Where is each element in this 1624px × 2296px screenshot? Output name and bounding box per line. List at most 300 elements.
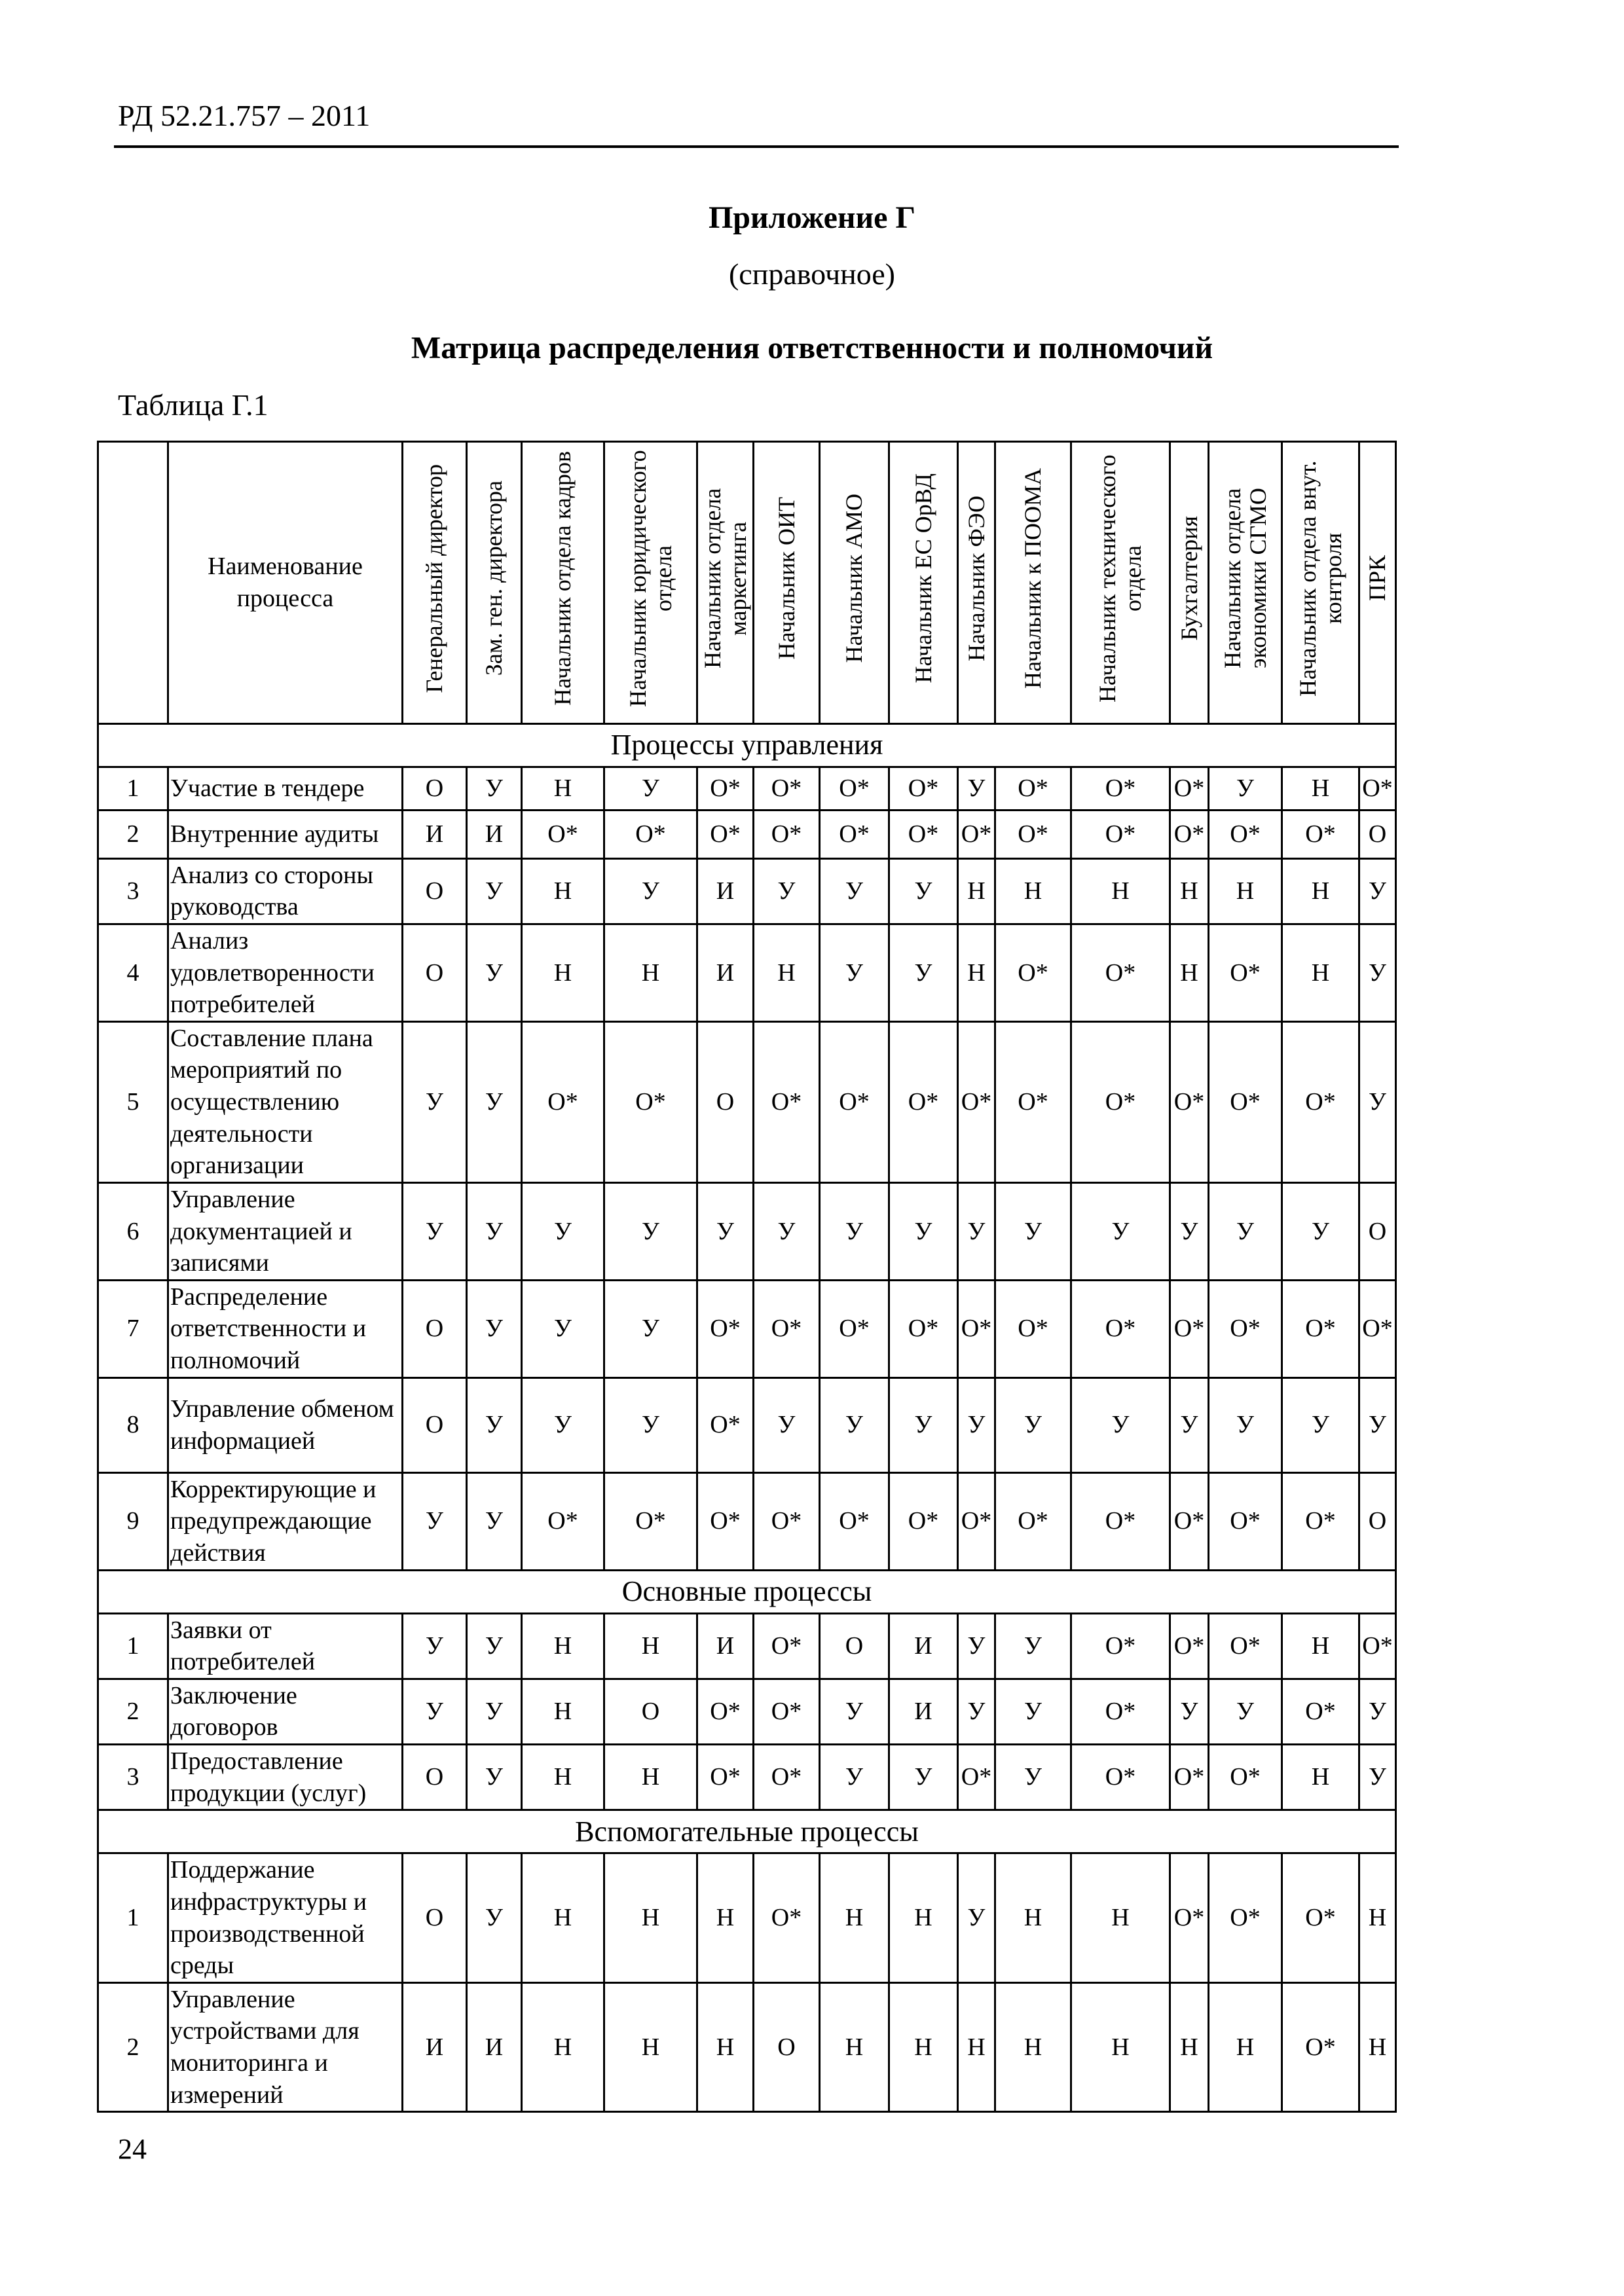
responsibility-cell: О* — [1282, 810, 1359, 858]
row-number: 6 — [98, 1182, 168, 1280]
responsibility-cell: О* — [754, 1613, 820, 1679]
responsibility-cell: О — [403, 1745, 467, 1810]
table-label: Таблица Г.1 — [118, 388, 268, 422]
responsibility-cell: Н — [522, 1613, 604, 1679]
responsibility-cell: О* — [1170, 1613, 1209, 1679]
responsibility-cell: Н — [1282, 1613, 1359, 1679]
process-name: Управление документацией и записями — [168, 1182, 403, 1280]
responsibility-cell: У — [467, 1182, 522, 1280]
header-col-pooma-head — [995, 442, 1071, 724]
responsibility-cell: Н — [1170, 858, 1209, 924]
responsibility-cell: О* — [889, 767, 958, 810]
responsibility-cell: Н — [1282, 924, 1359, 1021]
responsibility-cell: Н — [1209, 1982, 1282, 2112]
responsibility-cell: О* — [995, 1280, 1071, 1377]
row-number: 2 — [98, 810, 168, 858]
responsibility-cell: О — [754, 1982, 820, 2112]
responsibility-cell: У — [889, 1745, 958, 1810]
responsibility-cell: Н — [604, 924, 697, 1021]
responsibility-cell: И — [697, 924, 754, 1021]
responsibility-cell: У — [820, 1377, 889, 1472]
responsibility-cell: О* — [697, 1472, 754, 1570]
responsibility-cell: У — [1359, 858, 1396, 924]
responsibility-cell: О* — [522, 1472, 604, 1570]
responsibility-cell: О* — [754, 1472, 820, 1570]
responsibility-cell: О* — [1209, 1472, 1282, 1570]
header-rule — [114, 145, 1399, 148]
responsibility-cell: О* — [1359, 1613, 1396, 1679]
header-col-technical-head — [1071, 442, 1170, 724]
column-header-label: Генеральный директор — [421, 464, 448, 693]
header-process-name: Наименование процесса — [168, 442, 403, 724]
row-number: 9 — [98, 1472, 168, 1570]
responsibility-cell: Н — [522, 1982, 604, 2112]
responsibility-cell: У — [604, 1377, 697, 1472]
process-name: Предоставление продукции (услуг) — [168, 1745, 403, 1810]
responsibility-cell: О — [1359, 1472, 1396, 1570]
responsibility-cell: У — [1209, 1377, 1282, 1472]
responsibility-cell: О* — [889, 1472, 958, 1570]
responsibility-cell: И — [697, 858, 754, 924]
responsibility-cell: О* — [1071, 1679, 1170, 1744]
responsibility-cell: У — [467, 1679, 522, 1744]
document-code: РД 52.21.757 – 2011 — [118, 99, 371, 132]
responsibility-cell: У — [403, 1679, 467, 1744]
responsibility-cell: О* — [1209, 1853, 1282, 1983]
responsibility-cell: О* — [1071, 1472, 1170, 1570]
responsibility-cell: О* — [1209, 924, 1282, 1021]
responsibility-cell: О — [604, 1679, 697, 1744]
section-row — [98, 1570, 1396, 1613]
responsibility-cell: Н — [958, 1982, 995, 2112]
responsibility-cell: О* — [1282, 1982, 1359, 2112]
responsibility-cell: У — [1209, 767, 1282, 810]
responsibility-cell: О* — [1071, 810, 1170, 858]
responsibility-cell: О* — [1282, 1021, 1359, 1182]
responsibility-cell: Н — [995, 1853, 1071, 1983]
responsibility-cell: У — [604, 1182, 697, 1280]
responsibility-cell: Н — [1170, 924, 1209, 1021]
responsibility-cell: Н — [1359, 1982, 1396, 2112]
responsibility-cell: У — [820, 1679, 889, 1744]
table-header-row — [98, 442, 1396, 724]
responsibility-cell: О* — [697, 1679, 754, 1744]
row-number: 3 — [98, 858, 168, 924]
column-header-label: Начальник технического отдела — [1094, 454, 1146, 702]
responsibility-cell: О* — [820, 1280, 889, 1377]
process-name: Анализ со стороны руководства — [168, 858, 403, 924]
responsibility-cell: О* — [1282, 1472, 1359, 1570]
responsibility-cell: У — [958, 1679, 995, 1744]
responsibility-cell: О* — [958, 810, 995, 858]
responsibility-cell: У — [522, 1280, 604, 1377]
responsibility-cell: Н — [604, 1982, 697, 2112]
responsibility-cell: Н — [604, 1613, 697, 1679]
responsibility-cell: У — [604, 1280, 697, 1377]
row-number: 3 — [98, 1745, 168, 1810]
process-name: Заключение договоров — [168, 1679, 403, 1744]
column-header-label: Зам. ген. директора — [481, 481, 507, 676]
responsibility-cell: Н — [522, 1853, 604, 1983]
responsibility-cell: О* — [995, 924, 1071, 1021]
responsibility-cell: О* — [697, 810, 754, 858]
responsibility-cell: У — [995, 1745, 1071, 1810]
responsibility-cell: О — [403, 1280, 467, 1377]
row-number: 1 — [98, 767, 168, 810]
responsibility-cell: Н — [958, 858, 995, 924]
responsibility-cell: У — [522, 1182, 604, 1280]
responsibility-cell: У — [995, 1679, 1071, 1744]
row-number: 4 — [98, 924, 168, 1021]
section-title: Процессы управления — [98, 723, 1396, 767]
responsibility-cell: Н — [522, 924, 604, 1021]
responsibility-cell: О* — [1071, 1021, 1170, 1182]
responsibility-cell: О* — [958, 1021, 995, 1182]
responsibility-cell: Н — [522, 1679, 604, 1744]
header-col-deputy-director — [467, 442, 522, 724]
responsibility-cell: Н — [1071, 1853, 1170, 1983]
header-col-internal-control-head — [1282, 442, 1359, 724]
responsibility-cell: О* — [1170, 1280, 1209, 1377]
process-name: Анализ удовлетворенности потребителей — [168, 924, 403, 1021]
responsibility-cell: О* — [1170, 1472, 1209, 1570]
column-header-label: Начальник отдела кадров — [549, 451, 576, 706]
responsibility-cell: Н — [1071, 858, 1170, 924]
process-name: Внутренние аудиты — [168, 810, 403, 858]
responsibility-cell: У — [820, 924, 889, 1021]
responsibility-cell: Н — [1282, 858, 1359, 924]
responsibility-cell: У — [1359, 924, 1396, 1021]
responsibility-cell: Н — [1282, 1745, 1359, 1810]
responsibility-cell: Н — [889, 1853, 958, 1983]
responsibility-cell: О* — [995, 810, 1071, 858]
responsibility-cell: И — [403, 1982, 467, 2112]
responsibility-cell: У — [467, 1280, 522, 1377]
table-row — [98, 858, 1396, 924]
header-col-prk — [1359, 442, 1396, 724]
responsibility-cell: У — [403, 1182, 467, 1280]
responsibility-cell: У — [467, 1021, 522, 1182]
responsibility-cell: Н — [995, 1982, 1071, 2112]
responsibility-cell: О* — [754, 1021, 820, 1182]
header-col-legal-head — [604, 442, 697, 724]
table-row — [98, 1472, 1396, 1570]
responsibility-cell: О* — [820, 1472, 889, 1570]
responsibility-cell: О — [403, 924, 467, 1021]
responsibility-cell: У — [1071, 1182, 1170, 1280]
responsibility-cell: У — [403, 1021, 467, 1182]
responsibility-cell: Н — [1170, 1982, 1209, 2112]
responsibility-cell: О* — [697, 1377, 754, 1472]
responsibility-cell: О* — [820, 1021, 889, 1182]
responsibility-cell: О* — [1170, 1021, 1209, 1182]
responsibility-cell: О* — [754, 1853, 820, 1983]
responsibility-cell: У — [467, 1745, 522, 1810]
responsibility-cell: О* — [1209, 1021, 1282, 1182]
responsibility-cell: Н — [522, 858, 604, 924]
responsibility-cell: У — [1282, 1182, 1359, 1280]
section-row — [98, 723, 1396, 767]
responsibility-cell: Н — [604, 1853, 697, 1983]
header-col-feo-head — [958, 442, 995, 724]
table-row — [98, 1982, 1396, 2112]
column-header-label: Начальник ФЭО — [963, 496, 989, 661]
header-col-hr-head — [522, 442, 604, 724]
header-col-amo-head — [820, 442, 889, 724]
matrix-body — [98, 723, 1396, 2112]
responsibility-cell: У — [754, 1377, 820, 1472]
header-col-sgmo-economics-head — [1209, 442, 1282, 724]
responsibility-cell: О* — [1359, 767, 1396, 810]
responsibility-cell: У — [889, 858, 958, 924]
responsibility-cell: О* — [697, 767, 754, 810]
responsibility-cell: У — [995, 1377, 1071, 1472]
section-title: Основные процессы — [98, 1570, 1396, 1613]
responsibility-cell: О* — [522, 810, 604, 858]
responsibility-cell: О* — [754, 810, 820, 858]
table-row — [98, 924, 1396, 1021]
responsibility-cell: У — [889, 1377, 958, 1472]
responsibility-cell: О — [1359, 1182, 1396, 1280]
column-header-label: Начальник к ПООМА — [1020, 468, 1046, 689]
table-row — [98, 1021, 1396, 1182]
responsibility-cell: У — [467, 1853, 522, 1983]
responsibility-cell: Н — [522, 1745, 604, 1810]
responsibility-cell: У — [1071, 1377, 1170, 1472]
column-header-label: Начальник АМО — [841, 494, 868, 663]
appendix-title: Приложение Г — [708, 200, 916, 235]
responsibility-cell: О — [697, 1021, 754, 1182]
responsibility-cell: О* — [1170, 1853, 1209, 1983]
responsibility-cell: О* — [754, 1280, 820, 1377]
row-number: 7 — [98, 1280, 168, 1377]
table-row — [98, 1853, 1396, 1983]
responsibility-cell: О* — [604, 1021, 697, 1182]
responsibility-cell: У — [754, 858, 820, 924]
responsibility-cell: У — [1170, 1679, 1209, 1744]
row-number: 1 — [98, 1613, 168, 1679]
row-number: 1 — [98, 1853, 168, 1983]
responsibility-cell: О* — [1170, 810, 1209, 858]
responsibility-cell: О* — [1071, 1280, 1170, 1377]
responsibility-cell: У — [820, 1745, 889, 1810]
row-number: 2 — [98, 1679, 168, 1744]
responsibility-cell: О* — [995, 1472, 1071, 1570]
header-col-accounting — [1170, 442, 1209, 724]
header-num-cell — [98, 442, 168, 724]
responsibility-cell: О* — [889, 1280, 958, 1377]
responsibility-cell: Н — [820, 1853, 889, 1983]
responsibility-cell: Н — [697, 1853, 754, 1983]
responsibility-cell: О* — [604, 810, 697, 858]
responsibility-cell: Н — [995, 858, 1071, 924]
responsibility-cell: О* — [1071, 767, 1170, 810]
responsibility-cell: Н — [1282, 767, 1359, 810]
responsibility-cell: О* — [754, 1745, 820, 1810]
responsibility-cell: И — [889, 1613, 958, 1679]
responsibility-cell: У — [1282, 1377, 1359, 1472]
responsibility-cell: Н — [697, 1982, 754, 2112]
responsibility-cell: О* — [1282, 1280, 1359, 1377]
table-row — [98, 1280, 1396, 1377]
responsibility-cell: О* — [1071, 924, 1170, 1021]
responsibility-cell: О* — [697, 1745, 754, 1810]
responsibility-cell: У — [467, 858, 522, 924]
responsibility-cell: И — [467, 1982, 522, 2112]
column-header-label: Начальник ОИТ — [773, 497, 800, 660]
responsibility-cell: О* — [889, 810, 958, 858]
responsibility-cell: У — [958, 767, 995, 810]
table-row — [98, 1377, 1396, 1472]
responsibility-cell: Н — [754, 924, 820, 1021]
header-col-oit-head — [754, 442, 820, 724]
column-header-label: Начальник юридического отдела — [624, 450, 676, 707]
responsibility-cell: О* — [889, 1021, 958, 1182]
responsibility-cell: О* — [995, 1021, 1071, 1182]
responsibility-cell: О* — [1209, 1280, 1282, 1377]
responsibility-cell: У — [958, 1377, 995, 1472]
section-title: Вспомогательные процессы — [98, 1810, 1396, 1853]
responsibility-cell: У — [1170, 1182, 1209, 1280]
process-name: Заявки от потребителей — [168, 1613, 403, 1679]
responsibility-cell: У — [1359, 1745, 1396, 1810]
responsibility-cell: У — [958, 1182, 995, 1280]
table-row — [98, 1679, 1396, 1744]
responsibility-cell: У — [467, 767, 522, 810]
process-name: Составление плана мероприятий по осуществлению деятельности организации — [168, 1021, 403, 1182]
responsibility-cell: У — [995, 1613, 1071, 1679]
process-name: Управление устройствами для мониторинга и измерений — [168, 1982, 403, 2112]
responsibility-cell: О* — [820, 810, 889, 858]
responsibility-cell: О* — [1170, 767, 1209, 810]
section-row — [98, 1810, 1396, 1853]
responsibility-cell: У — [697, 1182, 754, 1280]
responsibility-cell: О* — [1359, 1280, 1396, 1377]
responsibility-cell: О* — [697, 1280, 754, 1377]
process-name: Поддержание инфраструктуры и производственной среды — [168, 1853, 403, 1983]
responsibility-cell: У — [958, 1853, 995, 1983]
responsibility-cell: О — [1359, 810, 1396, 858]
responsibility-cell: У — [754, 1182, 820, 1280]
table-row — [98, 810, 1396, 858]
responsibility-cell: У — [1170, 1377, 1209, 1472]
responsibility-cell: У — [1359, 1021, 1396, 1182]
process-name: Распределение ответственности и полномочий — [168, 1280, 403, 1377]
responsibility-cell: Н — [820, 1982, 889, 2112]
responsibility-cell: О — [403, 767, 467, 810]
responsibility-cell: О — [403, 1377, 467, 1472]
responsibility-cell: У — [1209, 1679, 1282, 1744]
responsibility-cell: У — [958, 1613, 995, 1679]
matrix-title: Матрица распределения ответственности и полномочий — [411, 331, 1213, 365]
responsibility-cell: О* — [958, 1745, 995, 1810]
responsibility-cell: О* — [995, 767, 1071, 810]
row-number: 8 — [98, 1377, 168, 1472]
responsibility-cell: Н — [1071, 1982, 1170, 2112]
responsibility-cell: У — [1209, 1182, 1282, 1280]
responsibility-cell: У — [467, 924, 522, 1021]
responsibility-cell: О* — [1282, 1853, 1359, 1983]
responsibility-cell: У — [403, 1613, 467, 1679]
responsibility-cell: У — [889, 1182, 958, 1280]
responsibility-cell: Н — [958, 924, 995, 1021]
process-name: Корректирующие и предупреждающие действия — [168, 1472, 403, 1570]
responsibility-cell: У — [820, 858, 889, 924]
responsibility-cell: О* — [754, 1679, 820, 1744]
header-col-general-director — [403, 442, 467, 724]
responsibility-cell: У — [403, 1472, 467, 1570]
header-col-marketing-head — [697, 442, 754, 724]
responsibility-cell: О* — [958, 1280, 995, 1377]
responsibility-cell: У — [604, 767, 697, 810]
responsibility-cell: Н — [1359, 1853, 1396, 1983]
row-number: 2 — [98, 1982, 168, 2112]
responsibility-cell: О* — [1209, 1745, 1282, 1810]
column-header-label: Бухгалтерия — [1175, 516, 1202, 641]
responsibility-matrix-table — [97, 441, 1397, 2113]
responsibility-cell: У — [1359, 1377, 1396, 1472]
table-row — [98, 1182, 1396, 1280]
responsibility-cell: О* — [1209, 1613, 1282, 1679]
responsibility-cell: У — [995, 1182, 1071, 1280]
header-col-es-orvd-head — [889, 442, 958, 724]
responsibility-cell: О* — [1282, 1679, 1359, 1744]
process-name: Участие в тендере — [168, 767, 403, 810]
responsibility-cell: О — [820, 1613, 889, 1679]
responsibility-cell: У — [889, 924, 958, 1021]
responsibility-cell: О* — [754, 767, 820, 810]
row-number: 5 — [98, 1021, 168, 1182]
responsibility-cell: О — [403, 1853, 467, 1983]
responsibility-cell: У — [820, 1182, 889, 1280]
responsibility-cell: О* — [958, 1472, 995, 1570]
responsibility-cell: О* — [604, 1472, 697, 1570]
responsibility-cell: У — [467, 1377, 522, 1472]
responsibility-cell: У — [604, 858, 697, 924]
column-header-label: Начальник отдела экономики СГМО — [1219, 488, 1271, 669]
page-number: 24 — [118, 2133, 147, 2165]
responsibility-cell: У — [467, 1472, 522, 1570]
responsibility-cell: О* — [820, 767, 889, 810]
column-header-label: Начальник отдела маркетинга — [699, 488, 751, 669]
responsibility-cell: О* — [1170, 1745, 1209, 1810]
responsibility-cell: И — [889, 1679, 958, 1744]
responsibility-cell: И — [697, 1613, 754, 1679]
appendix-kind: (справочное) — [728, 257, 896, 291]
column-header-label: Начальник отдела внут. контроля — [1294, 460, 1346, 697]
column-header-label: ПРК — [1364, 555, 1391, 602]
responsibility-cell: И — [403, 810, 467, 858]
responsibility-cell: О* — [522, 1021, 604, 1182]
responsibility-cell: Н — [604, 1745, 697, 1810]
responsibility-cell: О* — [1209, 810, 1282, 858]
responsibility-cell: Н — [889, 1982, 958, 2112]
table-row — [98, 1613, 1396, 1679]
responsibility-cell: У — [522, 1377, 604, 1472]
responsibility-cell: Н — [1209, 858, 1282, 924]
process-name: Управление обменом информацией — [168, 1377, 403, 1472]
responsibility-cell: И — [467, 810, 522, 858]
column-header-label: Начальник ЕС ОрВД — [910, 473, 936, 683]
responsibility-cell: У — [467, 1613, 522, 1679]
responsibility-cell: О — [403, 858, 467, 924]
responsibility-cell: О* — [1071, 1745, 1170, 1810]
table-row — [98, 1745, 1396, 1810]
responsibility-cell: У — [1359, 1679, 1396, 1744]
table-row — [98, 767, 1396, 810]
responsibility-cell: Н — [522, 767, 604, 810]
responsibility-cell: О* — [1071, 1613, 1170, 1679]
